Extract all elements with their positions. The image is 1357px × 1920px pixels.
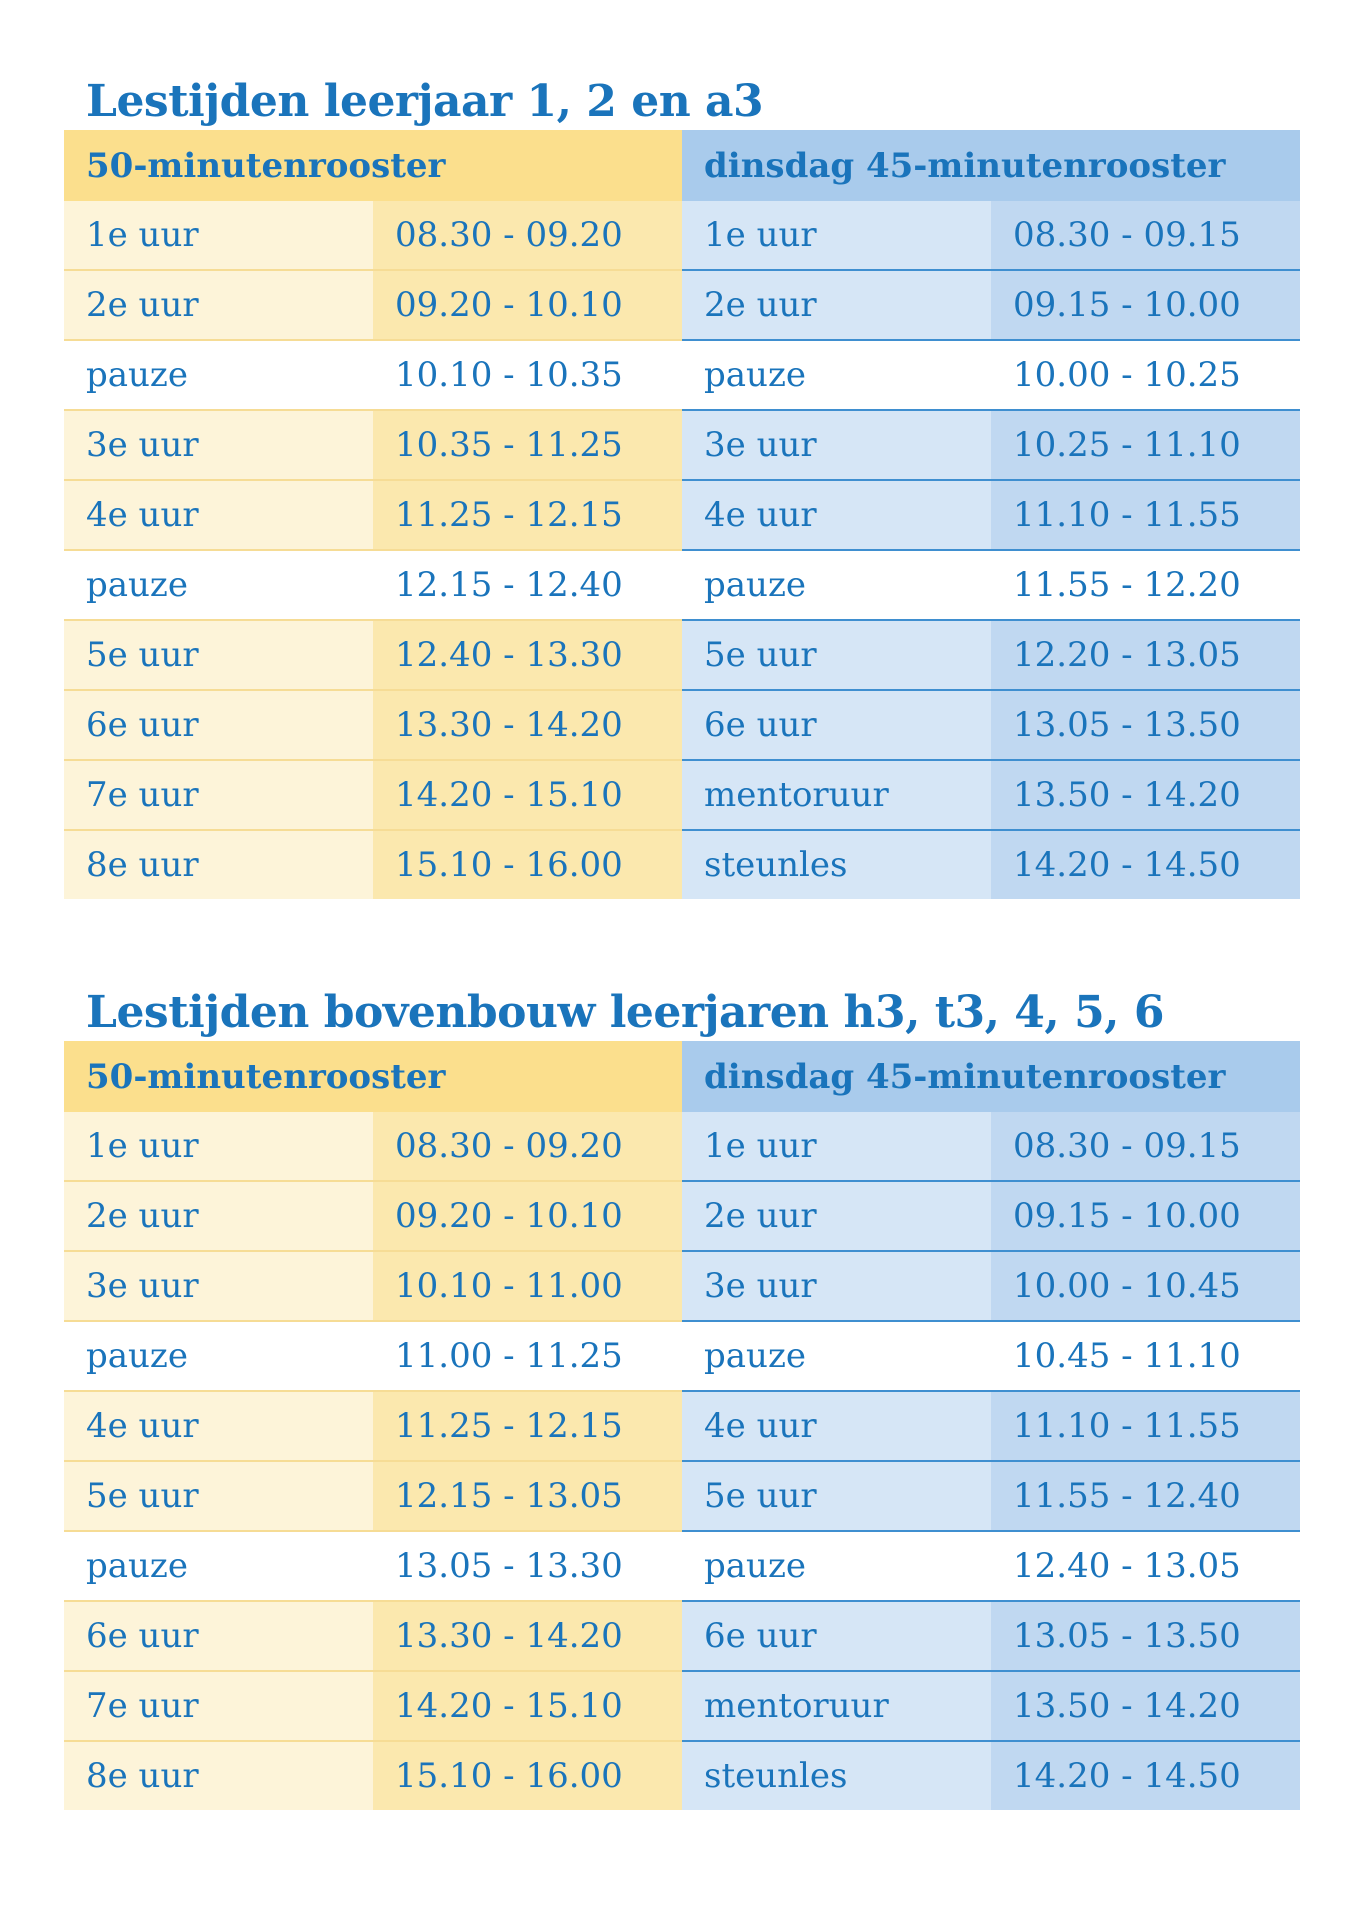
period-time: 11.00 - 11.25 (373, 1321, 682, 1391)
period-time: 15.10 - 16.00 (373, 830, 682, 899)
tuesday-period-time: 11.10 - 11.55 (991, 480, 1300, 550)
period-label: 3e uur (64, 410, 373, 480)
tuesday-period-label: pauze (682, 550, 991, 620)
tuesday-period-label: steunles (682, 830, 991, 899)
tuesday-period-label: 5e uur (682, 620, 991, 690)
tuesday-period-time: 14.20 - 14.50 (991, 830, 1300, 899)
tuesday-period-time: 11.55 - 12.20 (991, 550, 1300, 620)
tuesday-period-label: 6e uur (682, 1601, 991, 1671)
period-time: 13.05 - 13.30 (373, 1531, 682, 1601)
tuesday-period-time: 10.00 - 10.25 (991, 340, 1300, 410)
tuesday-period-label: 4e uur (682, 1391, 991, 1461)
table-row (64, 480, 1300, 550)
period-time: 09.20 - 10.10 (373, 270, 682, 340)
table-row (64, 1181, 1300, 1251)
table-header-row (64, 130, 1300, 201)
period-label: 7e uur (64, 1671, 373, 1741)
period-time: 10.10 - 10.35 (373, 340, 682, 410)
period-time: 11.25 - 12.15 (373, 1391, 682, 1461)
table-row (64, 1531, 1300, 1601)
tuesday-period-label: 1e uur (682, 201, 991, 270)
table-row (64, 1251, 1300, 1321)
period-label: 5e uur (64, 1461, 373, 1531)
table-row (64, 1112, 1300, 1181)
period-label: 3e uur (64, 1251, 373, 1321)
tuesday-period-label: 2e uur (682, 270, 991, 340)
period-label: 6e uur (64, 1601, 373, 1671)
header-50-minute-schedule: 50-minutenrooster (64, 130, 682, 201)
period-label: 8e uur (64, 1741, 373, 1810)
tuesday-period-label: 3e uur (682, 1251, 991, 1321)
period-label: 1e uur (64, 201, 373, 270)
tuesday-period-time: 13.05 - 13.50 (991, 1601, 1300, 1671)
period-label: 8e uur (64, 830, 373, 899)
period-label: 4e uur (64, 480, 373, 550)
tuesday-period-label: 5e uur (682, 1461, 991, 1531)
period-label: 6e uur (64, 690, 373, 760)
table-row (64, 410, 1300, 480)
period-time: 09.20 - 10.10 (373, 1181, 682, 1251)
schedule-section-lower-years (64, 74, 1300, 899)
period-time: 10.10 - 11.00 (373, 1251, 682, 1321)
tuesday-period-time: 08.30 - 09.15 (991, 201, 1300, 270)
period-time: 15.10 - 16.00 (373, 1741, 682, 1810)
tuesday-period-time: 13.50 - 14.20 (991, 760, 1300, 830)
table-row (64, 1601, 1300, 1671)
table-row (64, 830, 1300, 899)
table-row (64, 201, 1300, 270)
period-time: 13.30 - 14.20 (373, 1601, 682, 1671)
tuesday-period-time: 12.40 - 13.05 (991, 1531, 1300, 1601)
tuesday-period-label: pauze (682, 340, 991, 410)
table-row (64, 1671, 1300, 1741)
tuesday-period-label: mentoruur (682, 1671, 991, 1741)
table-header-row (64, 1041, 1300, 1112)
period-time: 14.20 - 15.10 (373, 1671, 682, 1741)
period-time: 08.30 - 09.20 (373, 201, 682, 270)
tuesday-period-time: 08.30 - 09.15 (991, 1112, 1300, 1181)
tuesday-period-time: 10.45 - 11.10 (991, 1321, 1300, 1391)
tuesday-period-time: 13.50 - 14.20 (991, 1671, 1300, 1741)
section-title: Lestijden bovenbouw leerjaren h3, t3, 4, 5, 6 (86, 987, 1164, 1038)
tuesday-period-label: 2e uur (682, 1181, 991, 1251)
period-label: pauze (64, 1531, 373, 1601)
tuesday-period-time: 12.20 - 13.05 (991, 620, 1300, 690)
period-time: 12.15 - 12.40 (373, 550, 682, 620)
period-label: pauze (64, 1321, 373, 1391)
period-label: pauze (64, 340, 373, 410)
table-row (64, 270, 1300, 340)
schedule-table (64, 1041, 1300, 1810)
header-tuesday-45-minute-schedule: dinsdag 45-minutenrooster (682, 1041, 1300, 1112)
tuesday-period-time: 14.20 - 14.50 (991, 1741, 1300, 1810)
header-50-minute-schedule: 50-minutenrooster (64, 1041, 682, 1112)
period-label: 4e uur (64, 1391, 373, 1461)
tuesday-period-time: 10.00 - 10.45 (991, 1251, 1300, 1321)
tuesday-period-label: mentoruur (682, 760, 991, 830)
schedule-section-upper-years (64, 985, 1300, 1810)
period-label: 1e uur (64, 1112, 373, 1181)
table-row (64, 620, 1300, 690)
table-row (64, 1741, 1300, 1810)
period-time: 14.20 - 15.10 (373, 760, 682, 830)
table-row (64, 760, 1300, 830)
schedule-body (64, 1112, 1300, 1810)
tuesday-period-label: steunles (682, 1741, 991, 1810)
tuesday-period-label: pauze (682, 1321, 991, 1391)
table-row (64, 690, 1300, 760)
table-row (64, 550, 1300, 620)
period-time: 10.35 - 11.25 (373, 410, 682, 480)
period-label: 7e uur (64, 760, 373, 830)
table-row (64, 1461, 1300, 1531)
schedule-table (64, 130, 1300, 899)
tuesday-period-time: 09.15 - 10.00 (991, 1181, 1300, 1251)
schedule-body (64, 201, 1300, 899)
tuesday-period-label: 4e uur (682, 480, 991, 550)
tuesday-period-time: 13.05 - 13.50 (991, 690, 1300, 760)
period-time: 12.15 - 13.05 (373, 1461, 682, 1531)
tuesday-period-label: pauze (682, 1531, 991, 1601)
tuesday-period-label: 1e uur (682, 1112, 991, 1181)
tuesday-period-label: 3e uur (682, 410, 991, 480)
period-label: 2e uur (64, 270, 373, 340)
tuesday-period-time: 09.15 - 10.00 (991, 270, 1300, 340)
period-time: 13.30 - 14.20 (373, 690, 682, 760)
period-time: 08.30 - 09.20 (373, 1112, 682, 1181)
period-time: 11.25 - 12.15 (373, 480, 682, 550)
tuesday-period-time: 11.55 - 12.40 (991, 1461, 1300, 1531)
period-time: 12.40 - 13.30 (373, 620, 682, 690)
period-label: 5e uur (64, 620, 373, 690)
table-row (64, 1391, 1300, 1461)
table-row (64, 340, 1300, 410)
tuesday-period-time: 10.25 - 11.10 (991, 410, 1300, 480)
period-label: pauze (64, 550, 373, 620)
section-title: Lestijden leerjaar 1, 2 en a3 (86, 76, 764, 127)
tuesday-period-time: 11.10 - 11.55 (991, 1391, 1300, 1461)
table-row (64, 1321, 1300, 1391)
header-tuesday-45-minute-schedule: dinsdag 45-minutenrooster (682, 130, 1300, 201)
period-label: 2e uur (64, 1181, 373, 1251)
tuesday-period-label: 6e uur (682, 690, 991, 760)
